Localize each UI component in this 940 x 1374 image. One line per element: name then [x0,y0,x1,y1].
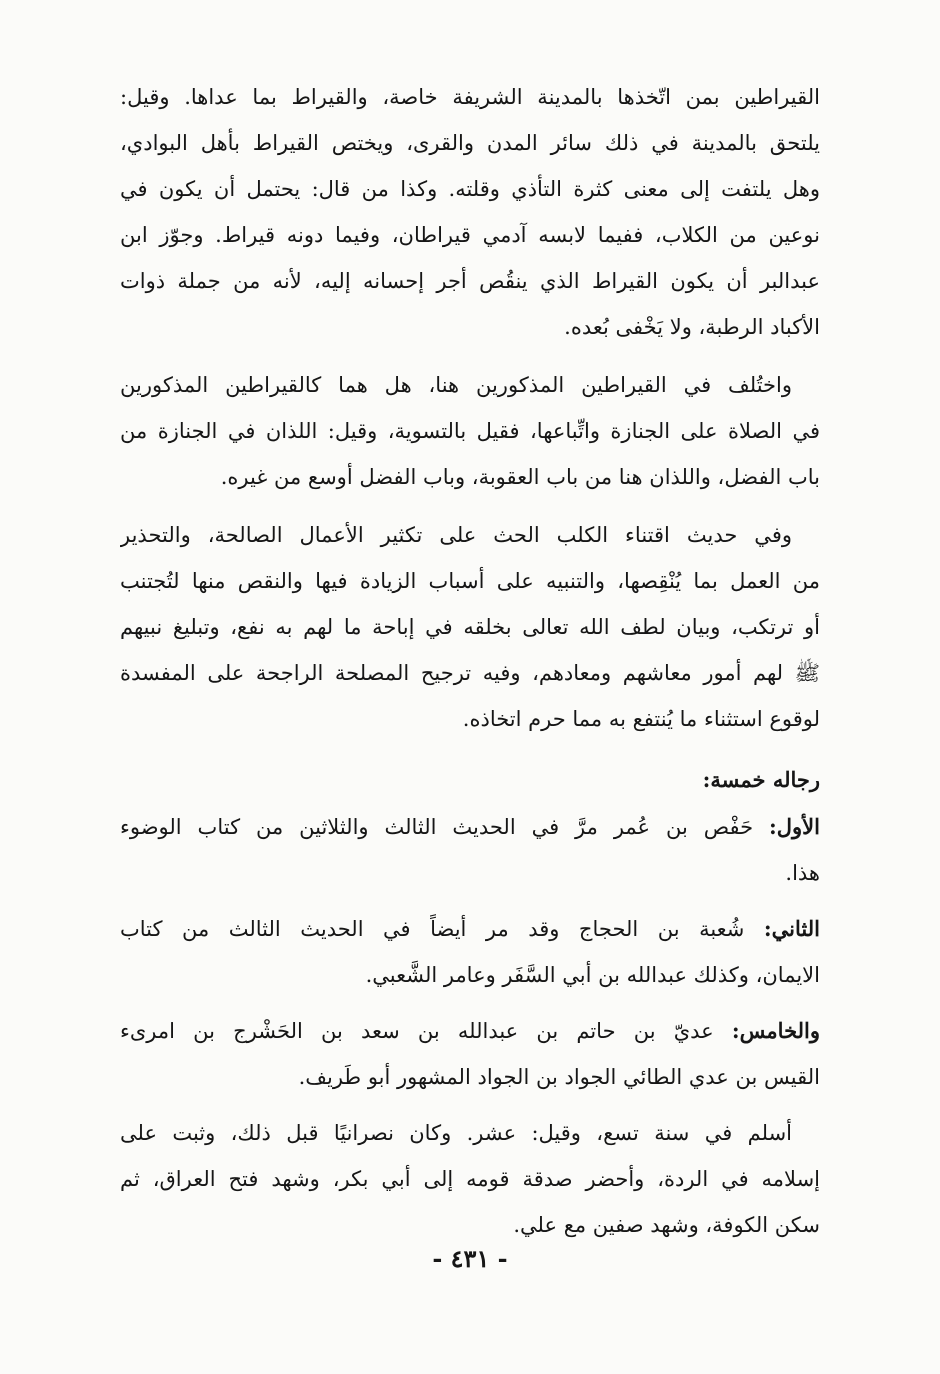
entry-lead: الأول: [769,814,820,839]
entry-text: شُعبة بن الحجاج وقد مر أيضاً في الحديث الثالث من كتاب [120,917,745,941]
text-line: نوعين من الكلاب، ففيما لابسه آدمي قيراطان، وفيما دونه قيراط. وجوّز ابن [120,223,820,247]
text-line: القيراطين بمن اتّخذها بالمدينة الشريفة خاصة، والقيراط بما عداها. وقيل: [120,85,820,109]
text-line: أسلم في سنة تسع، وقيل: عشر. وكان نصرانيًا قبل ذلك، وثبت على [120,1121,792,1145]
entry-lead: والخامس: [731,1018,820,1043]
text-line: لوقوع استثناء ما يُنتفع به مما حرم اتخاذه. [462,707,820,731]
paragraph-biography [120,1110,820,1248]
text-line: القيس بن عدي الطائي الجواد بن الجواد المشهور أبو طَريف. [298,1065,820,1089]
text-line: يلتحق بالمدينة في ذلك سائر المدن والقرى، ويختص القيراط بأهل البوادي، [120,131,820,155]
text-line [120,906,820,952]
text-line: واختُلف في القيراطين المذكورين هنا، هل هما كالقيراطين المذكورين [120,373,792,397]
text-line: من العمل بما يُنْقِصها، والتنبيه على أسباب الزيادة فيها والنقص منها لتُجتنب [120,569,820,593]
page-number: - ٤٣١ - [432,1244,508,1273]
page-body [120,74,820,1260]
text-line: أو ترتكب، وبيان لطف الله تعالى بخلقه في إباحة ما لهم به نفع، وتبليغ نبيهم [120,615,820,639]
text-line: عبدالبر أن يكون القيراط الذي ينقُص أجر إحسانه إليه، لأنه من جملة ذوات [120,269,820,293]
narrator-entry-first [120,804,820,896]
paragraph-qirats [120,74,820,350]
text-line: في الصلاة على الجنازة واتِّباعها، فقيل بالتسوية، وقيل: اللذان في الجنازة من [120,419,820,443]
text-line: إسلامه في الردة، وأحضر صدقة قومه إلى أبي بكر، وشهد فتح العراق، ثم [120,1167,820,1191]
paragraph-hadith-benefits [120,512,820,742]
section-heading: رجاله خمسة: [702,767,820,792]
narrator-entry-second [120,906,820,998]
entry-lead: الثاني: [763,916,820,941]
text-line: وهل يلتفت إلى معنى كثرة التأذي وقلته. وكذا من قال: يحتمل أن يكون في [120,177,820,201]
text-line: سكن الكوفة، وشهد صفين مع علي. [513,1213,820,1237]
text-line: باب الفضل، واللذان هنا من باب العقوبة، وباب الفضل أوسع من غيره. [220,465,820,489]
entry-text: حَفْص بن عُمر مرَّ في الحديث الثالث والثلاثين من كتاب الوضوء [120,815,754,839]
text-line: ﷺ لهم أمور معاشهم ومعادهم، وفيه ترجيح المصلحة الراجحة على المفسدة [120,661,820,685]
text-line [120,1008,820,1054]
text-line: الايمان، وكذلك عبدالله بن أبي السَّفَر وعامر الشَّعبي. [365,963,820,987]
paragraph-difference [120,362,820,500]
narrator-entry-fifth [120,1008,820,1100]
entry-text: عديّ بن حاتم بن عبدالله بن سعد بن الحَشْرج بن امرىء [120,1019,714,1043]
text-line: وفي حديث اقتناء الكلب الحث على تكثير الأعمال الصالحة، والتحذير [120,523,792,547]
text-line: هذا. [785,861,820,885]
text-line: الأكباد الرطبة، ولا يَخْفى بُعده. [564,315,820,339]
text-line [120,804,820,850]
